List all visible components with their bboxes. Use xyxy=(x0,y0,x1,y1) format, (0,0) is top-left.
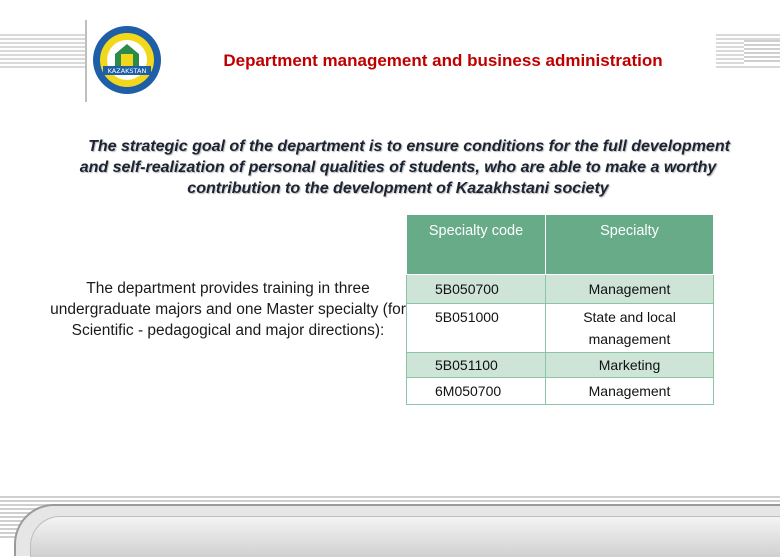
department-description: The department provides training in three undergraduate majors and one Master specialty (for Scientific - pedagogical and major directions): xyxy=(50,280,406,339)
specialty-name-cell: Management xyxy=(546,378,714,405)
column-header-code: Specialty code xyxy=(407,215,546,275)
column-header-specialty: Specialty xyxy=(546,215,714,275)
table-row xyxy=(407,275,714,304)
table-row xyxy=(407,304,714,353)
table-header-row xyxy=(407,215,714,275)
page-title: Department management and business administration xyxy=(223,51,663,70)
specialty-table xyxy=(406,214,714,405)
logo-text: KAZAKSTAN xyxy=(107,67,147,75)
specialty-name-cell: Marketing xyxy=(546,353,714,378)
header-right-tab xyxy=(744,40,780,64)
strategic-goal-text xyxy=(56,136,740,199)
specialty-code-cell: 5B051000 xyxy=(407,304,546,353)
specialty-code-cell: 5B050700 xyxy=(407,275,546,304)
specialty-code-cell: 6M050700 xyxy=(407,378,546,405)
footer-bar-inner xyxy=(30,516,780,557)
strategic-goal: The strategic goal of the department is to ensure conditions for the full development and self-realization of personal qualities of students, who are able to make a worthy contribution to the development of Kazakhstani society xyxy=(79,138,730,197)
specialty-name-cell: State and local management xyxy=(546,304,714,353)
specialty-code-cell: 5B051100 xyxy=(407,353,546,378)
specialty-name-cell: Management xyxy=(546,275,714,304)
table-row xyxy=(407,378,714,405)
table-row xyxy=(407,353,714,378)
